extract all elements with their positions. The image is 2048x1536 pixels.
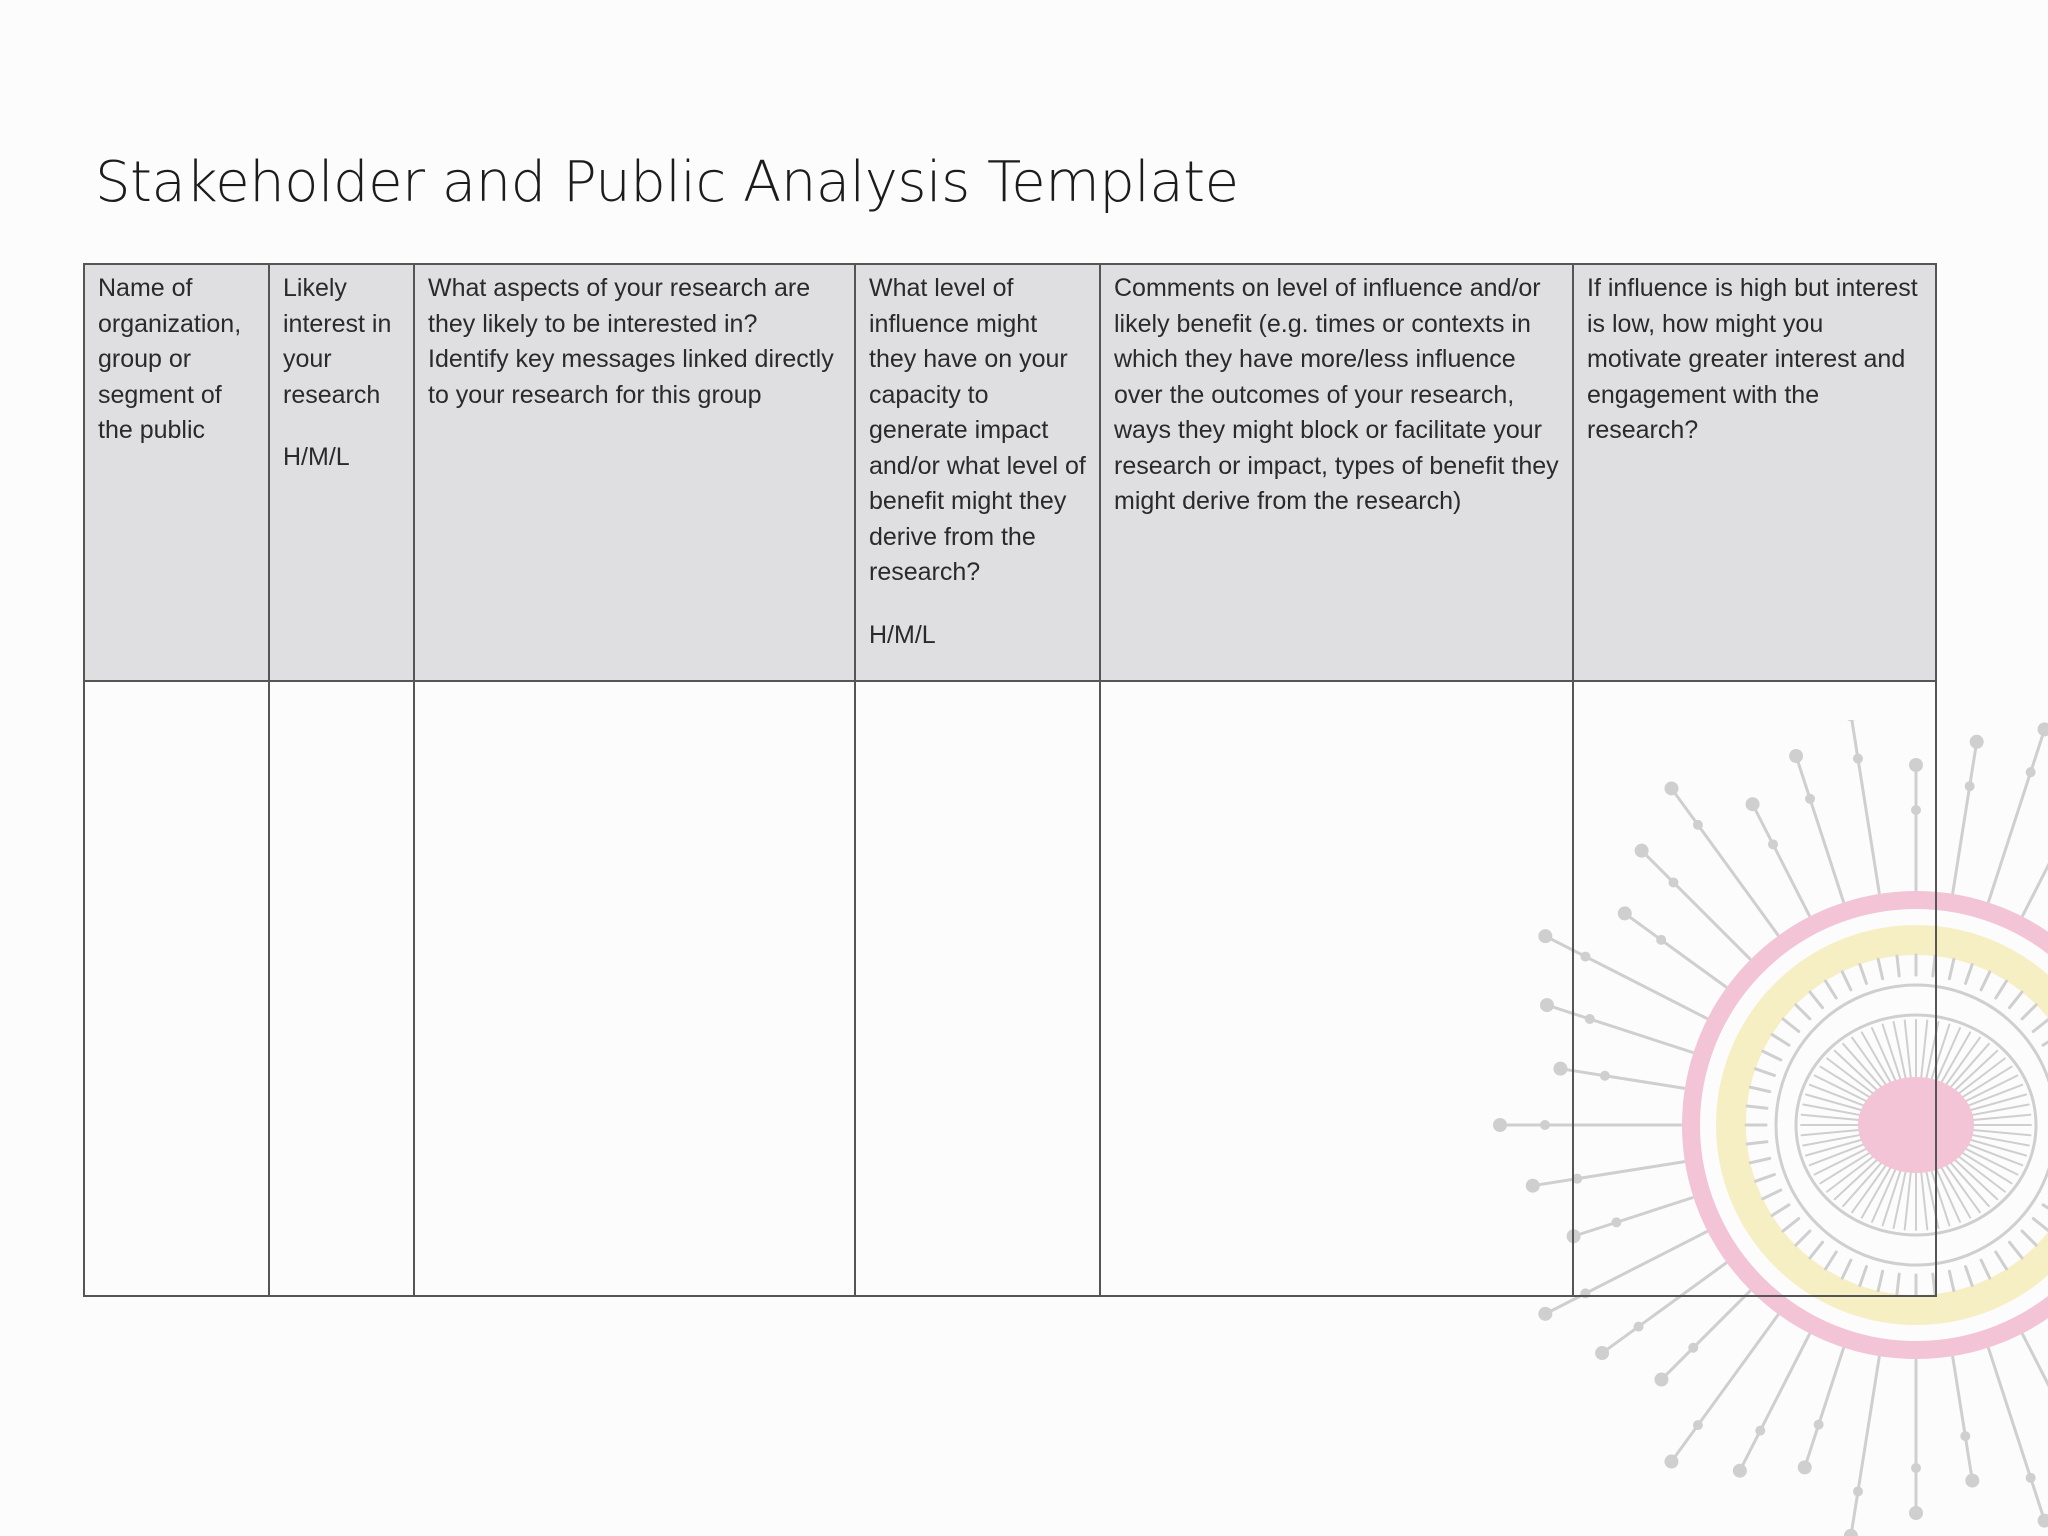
header-text: What aspects of your research are they likely to be interested in? Identify key messages linked directly to your research for this group: [428, 274, 834, 409]
stakeholder-table: [83, 263, 1937, 1297]
header-text: Likely interest in your research: [283, 274, 392, 409]
col-header-stakeholder-name: [84, 264, 269, 681]
table-cell[interactable]: [1573, 681, 1936, 1296]
col-header-comments: [1100, 264, 1573, 681]
table-cell[interactable]: [84, 681, 269, 1296]
col-header-interest: [269, 264, 414, 681]
header-text: What level of influence might they have on your capacity to generate impact and/or what level of benefit might they derive from the research?: [869, 274, 1086, 586]
col-header-influence-level: [855, 264, 1100, 681]
col-header-aspects-messages: [414, 264, 855, 681]
page-title: Stakeholder and Public Analysis Template: [95, 150, 1239, 215]
table-cell[interactable]: [1100, 681, 1573, 1296]
header-text: If influence is high but interest is low, how might you motivate greater interest and engagement with the research?: [1587, 274, 1918, 444]
header-row: [84, 264, 1936, 681]
table-cell[interactable]: [855, 681, 1100, 1296]
table-cell[interactable]: [414, 681, 855, 1296]
header-text: Name of organization, group or segment of the public: [98, 274, 242, 444]
header-text: Comments on level of influence and/or likely benefit (e.g. times or contexts in which they have more/less influence over the outcomes of your research, ways they might block or facilitate your research or impact, types of benefit they might derive from the research): [1114, 274, 1559, 515]
col-header-motivation: [1573, 264, 1936, 681]
table-row: [84, 681, 1936, 1296]
rating-scale: H/M/L: [283, 443, 350, 471]
rating-scale: H/M/L: [869, 620, 936, 649]
table-cell[interactable]: [269, 681, 414, 1296]
